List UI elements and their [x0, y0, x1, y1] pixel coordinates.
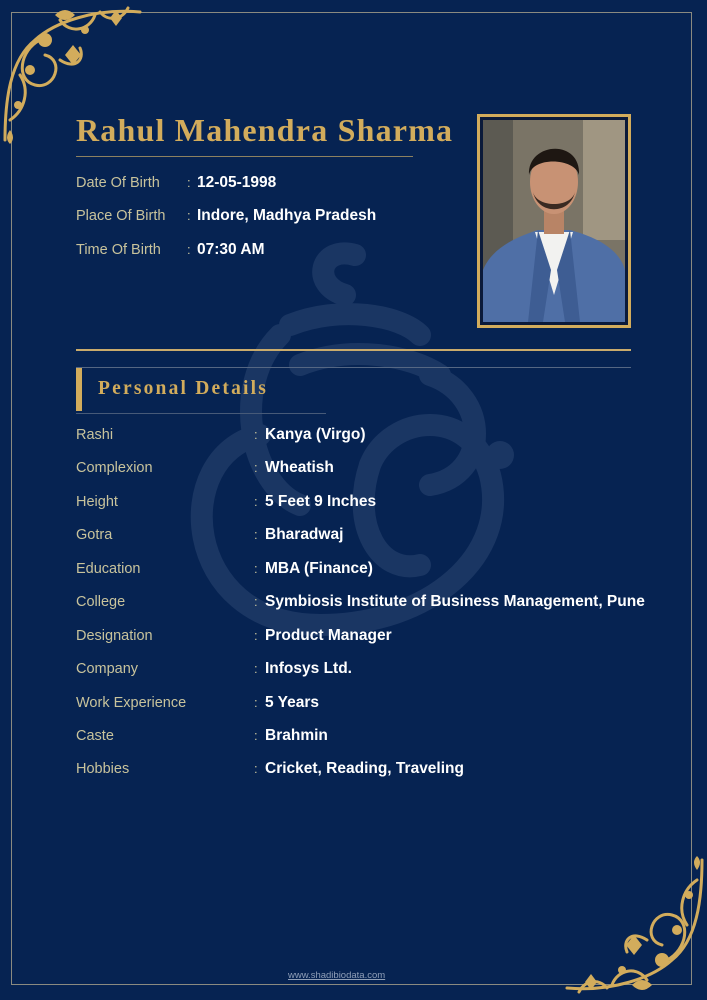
section-title-accent-bar [76, 368, 82, 411]
detail-label: Caste [76, 727, 114, 744]
section-title-underline [76, 413, 326, 414]
detail-separator: : [254, 527, 258, 543]
detail-row-gotra [76, 526, 645, 559]
profile-photo [483, 120, 625, 322]
birth-details [76, 174, 376, 274]
detail-value: Infosys Ltd. [265, 660, 352, 678]
detail-row-place-of-birth [76, 207, 376, 240]
detail-row-company [76, 660, 645, 693]
detail-label: Complexion [76, 460, 153, 477]
name-underline [76, 156, 413, 157]
detail-separator: : [254, 594, 258, 610]
detail-separator: : [254, 694, 258, 710]
detail-separator: : [254, 460, 258, 476]
detail-separator: : [187, 175, 191, 190]
footer-website-link[interactable]: www.shadibiodata.com [288, 970, 386, 981]
detail-label: Date Of Birth [76, 175, 160, 191]
detail-row-caste [76, 727, 645, 760]
detail-value: Kanya (Virgo) [265, 426, 366, 443]
detail-label: Gotra [76, 527, 113, 544]
section-title-personal-details: Personal Details [98, 378, 269, 399]
detail-label: Designation [76, 627, 153, 644]
detail-label: Company [76, 661, 139, 678]
detail-value: Wheatish [265, 459, 334, 477]
personal-details-list [76, 426, 645, 794]
detail-label: College [76, 594, 126, 611]
floral-corner-ornament-icon [557, 850, 707, 1000]
detail-separator: : [254, 560, 258, 576]
detail-label: Place Of Birth [76, 208, 166, 225]
detail-label: Time Of Birth [76, 241, 161, 258]
detail-row-complexion [76, 459, 645, 492]
candidate-name: Rahul Mahendra Sharma [76, 112, 454, 148]
detail-row-hobbies [76, 760, 645, 793]
detail-label: Hobbies [76, 761, 130, 778]
detail-separator: : [254, 493, 258, 509]
detail-value: 5 Years [265, 693, 320, 711]
detail-row-time-of-birth [76, 241, 376, 274]
detail-separator: : [254, 727, 258, 743]
profile-photo-frame [477, 114, 631, 328]
detail-row-designation [76, 627, 645, 660]
detail-separator: : [254, 627, 258, 643]
detail-value: 07:30 AM [197, 240, 265, 258]
detail-label: Work Experience [76, 694, 187, 711]
detail-separator: : [254, 427, 258, 442]
detail-row-education [76, 560, 645, 593]
person-portrait-icon [483, 120, 625, 322]
detail-row-work-experience [76, 694, 645, 727]
detail-label: Height [76, 493, 118, 510]
detail-value: Indore, Madhya Pradesh [197, 207, 377, 225]
detail-value: Bharadwaj [265, 526, 344, 544]
detail-row-rashi [76, 426, 645, 459]
detail-value: Brahmin [265, 726, 328, 744]
detail-value: MBA (Finance) [265, 559, 373, 577]
detail-separator: : [254, 761, 258, 777]
detail-value: 5 Feet 9 Inches [265, 492, 377, 510]
detail-row-college [76, 593, 645, 626]
detail-separator: : [187, 241, 191, 257]
detail-label: Education [76, 560, 141, 577]
detail-row-height [76, 493, 645, 526]
detail-row-date-of-birth [76, 174, 376, 207]
detail-separator: : [187, 208, 191, 224]
section-divider-gold [76, 349, 631, 351]
section-divider-thin [76, 367, 631, 368]
detail-value: 12-05-1998 [197, 174, 277, 191]
detail-value: Symbiosis Institute of Business Management, Pune [265, 593, 645, 611]
detail-value: Cricket, Reading, Traveling [265, 760, 464, 778]
detail-separator: : [254, 661, 258, 677]
detail-value: Product Manager [265, 626, 392, 644]
detail-label: Rashi [76, 427, 114, 443]
